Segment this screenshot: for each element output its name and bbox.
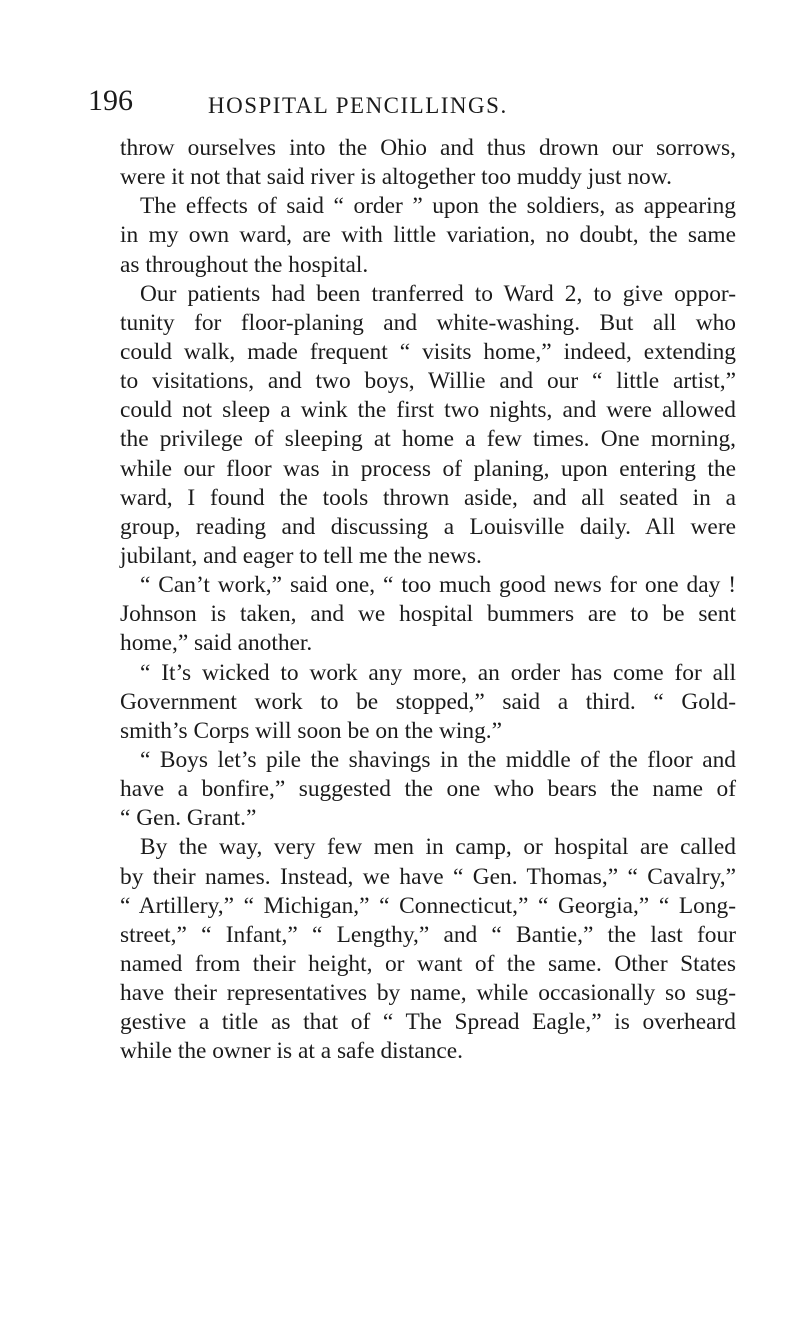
text-line: by their names. Instead, we have “ Gen. Thomas,” “ Cavalry,” (120, 863, 736, 890)
text-line: have their representatives by name, while occasionally so sug- (120, 980, 736, 1007)
text-line: the privilege of sleeping at home a few times. One morning, (120, 426, 736, 453)
text-line: Our patients had been tranferred to Ward 2, to give oppor- (140, 280, 736, 307)
text-line: gestive a title as that of “ The Spread Eagle,” is overheard (120, 1009, 736, 1036)
text-line: “ Gen. Grant.” (120, 805, 257, 832)
text-line: to visitations, and two boys, Willie and our “ little artist,” (120, 368, 736, 395)
text-line: have a bonfire,” suggested the one who bears the name of (120, 776, 736, 803)
text-line: as throughout the hospital. (120, 251, 369, 278)
text-line: named from their height, or want of the same. Other States (120, 950, 736, 977)
page-number: 196 (88, 84, 133, 117)
text-line: were it not that said river is altogether too muddy just now. (120, 164, 672, 191)
text-line: group, reading and discussing a Louisville daily. All were (120, 513, 736, 540)
text-line: “ Can’t work,” said one, “ too much good news for one day ! (140, 572, 736, 599)
text-line: ward, I found the tools thrown aside, and all seated in a (120, 484, 736, 511)
running-head: HOSPITAL PENCILLINGS. (208, 93, 508, 118)
text-line: tunity for floor-planing and white-washing. But all who (120, 309, 736, 336)
text-line: in my own ward, are with little variation, no doubt, the same (120, 222, 736, 249)
text-line: could not sleep a wink the first two nights, and were allowed (120, 397, 736, 424)
text-line: “ Artillery,” “ Michigan,” “ Connecticut,” “ Georgia,” “ Long- (120, 892, 736, 919)
text-line: The effects of said “ order ” upon the soldiers, as appearing (140, 193, 736, 220)
text-line: home,” said another. (120, 630, 313, 657)
text-line: jubilant, and eager to tell me the news. (120, 542, 482, 569)
text-line: street,” “ Infant,” “ Lengthy,” and “ Bantie,” the last four (120, 921, 736, 948)
text-line: By the way, very few men in camp, or hospital are called (140, 834, 736, 861)
text-line: could walk, made frequent “ visits home,” indeed, extending (120, 338, 736, 365)
text-line: smith’s Corps will soon be on the wing.” (120, 717, 503, 744)
text-line: throw ourselves into the Ohio and thus drown our sorrows, (120, 135, 736, 161)
text-line: Government work to be stopped,” said a third. “ Gold- (120, 688, 736, 715)
text-line: while our floor was in process of planing, upon entering the (120, 455, 736, 482)
text-line: “ Boys let’s pile the shavings in the middle of the floor and (140, 746, 736, 773)
body-text (120, 134, 736, 1067)
text-line: Johnson is taken, and we hospital bummers are to be sent (120, 601, 736, 628)
text-line: while the owner is at a safe distance. (120, 1038, 463, 1065)
text-line: “ It’s wicked to work any more, an order has come for all (140, 659, 736, 686)
